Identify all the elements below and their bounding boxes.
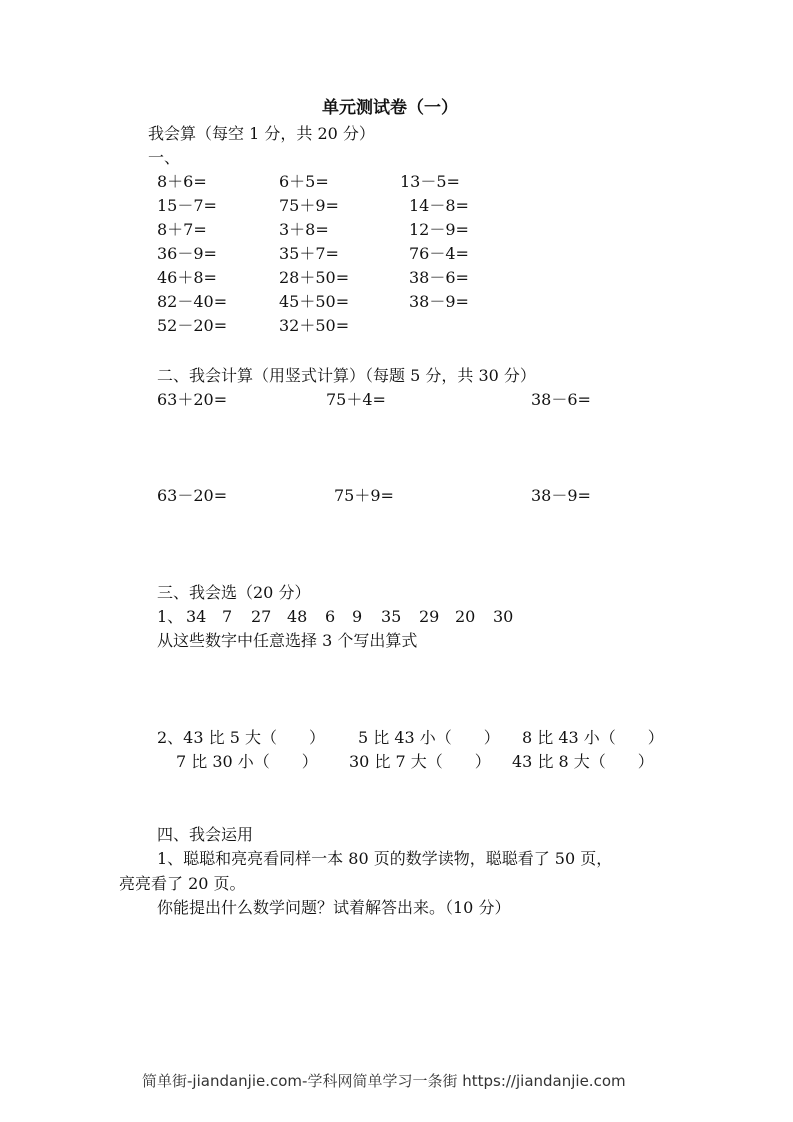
q1-instruction: 从这些数字中任意选择 3 个写出算式 [157, 631, 418, 650]
number-4: 48 [287, 607, 308, 626]
calc-1-3: 13－5= [400, 172, 460, 191]
calc-2-2: 75＋9= [279, 196, 339, 215]
vertical-calc-1: 63＋20= [157, 390, 228, 409]
number-1: 34 [186, 607, 207, 626]
calc-5-3: 38－6= [409, 268, 469, 287]
number-10: 30 [493, 607, 514, 626]
footer-watermark: 简单街-jiandanjie.com-学科网简单学习一条街 https://jiandanjie.com [142, 1072, 626, 1090]
number-3: 27 [251, 607, 272, 626]
vertical-calc-2: 75＋4= [326, 390, 386, 409]
number-5: 6 [325, 607, 336, 626]
word-problem-line2: 亮亮看了 20 页。 [119, 874, 246, 893]
page-title: 单元测试卷（一） [322, 98, 458, 118]
section2-heading: 二、我会计算（用竖式计算）（每题 5 分，共 30 分） [157, 366, 536, 385]
calc-3-2: 3＋8= [279, 220, 329, 239]
calc-3-3: 12－9= [409, 220, 469, 239]
vertical-calc-5: 75＋9= [334, 486, 394, 505]
calc-2-3: 14－8= [409, 196, 469, 215]
number-8: 29 [419, 607, 440, 626]
calc-4-1: 36－9= [157, 244, 217, 263]
intro-line: 我会算（每空 1 分，共 20 分） [148, 124, 375, 143]
calc-6-3: 38－9= [409, 292, 469, 311]
section1-label: 一、 [148, 148, 181, 167]
calc-7-2: 32＋50= [279, 316, 350, 335]
compare-3: 8 比 43 小（ ） [522, 728, 664, 747]
q1-label: 1、 [157, 607, 184, 626]
compare-4: 7 比 30 小（ ） [176, 752, 318, 771]
calc-5-1: 46＋8= [157, 268, 217, 287]
word-problem-line1: 1、聪聪和亮亮看同样一本 80 页的数学读物，聪聪看了 50 页， [157, 849, 613, 868]
calc-1-1: 8＋6= [157, 172, 207, 191]
calc-6-1: 82－40= [157, 292, 228, 311]
number-9: 20 [455, 607, 476, 626]
calc-2-1: 15－7= [157, 196, 217, 215]
calc-4-2: 35＋7= [279, 244, 339, 263]
calc-5-2: 28＋50= [279, 268, 350, 287]
section4-heading: 四、我会运用 [157, 825, 254, 844]
compare-5: 30 比 7 大（ ） [349, 752, 491, 771]
compare-6: 43 比 8 大（ ） [512, 752, 654, 771]
calc-7-1: 52－20= [157, 316, 228, 335]
calc-1-2: 6＋5= [279, 172, 329, 191]
word-problem-question: 你能提出什么数学问题？试着解答出来。（10 分） [157, 898, 511, 917]
calc-6-2: 45＋50= [279, 292, 350, 311]
calc-3-1: 8＋7= [157, 220, 207, 239]
number-2: 7 [222, 607, 233, 626]
compare-2: 5 比 43 小（ ） [358, 728, 500, 747]
calc-4-3: 76－4= [409, 244, 469, 263]
vertical-calc-3: 38－6= [531, 390, 591, 409]
vertical-calc-4: 63－20= [157, 486, 228, 505]
number-6: 9 [352, 607, 363, 626]
number-7: 35 [381, 607, 402, 626]
compare-1: 2、43 比 5 大（ ） [157, 728, 325, 747]
section3-heading: 三、我会选（20 分） [157, 583, 311, 602]
vertical-calc-6: 38－9= [531, 486, 591, 505]
